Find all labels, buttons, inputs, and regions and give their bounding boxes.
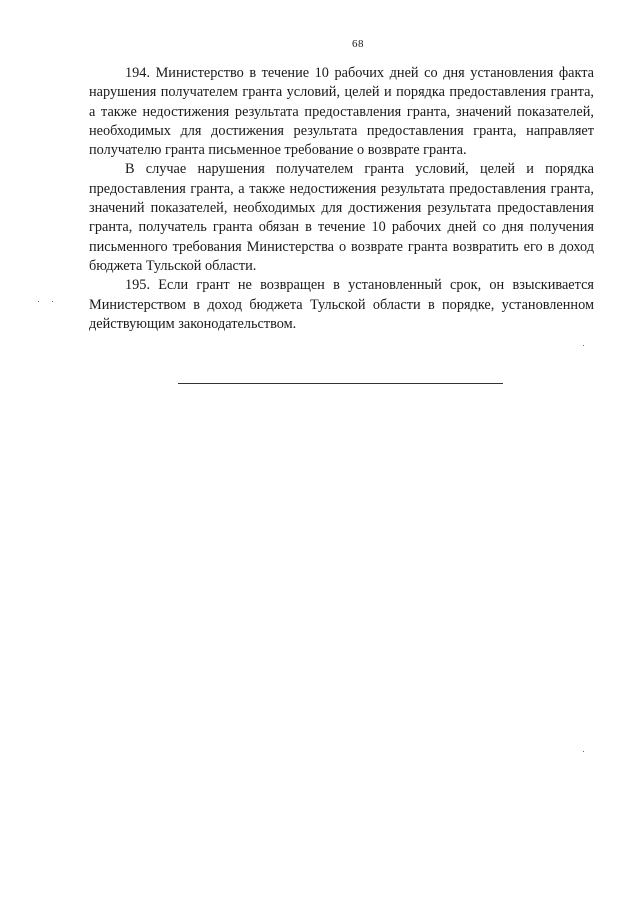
scan-speck: [583, 345, 584, 346]
page-number: 68: [352, 38, 364, 50]
scan-speck: [52, 301, 53, 302]
closing-divider-line: [178, 383, 503, 384]
document-body: [89, 64, 594, 334]
paragraph-195: 195. Если грант не возвращен в установленный срок, он взыскивается Министерством в доход бюджета Тульской области в порядке, установленном действующим законодательством.: [89, 277, 594, 332]
scan-speck: [583, 751, 584, 752]
paragraph-194: 194. Министерство в течение 10 рабочих дней со дня установления факта нарушения получателем гранта условий, целей и порядка предоставления гранта, а также недостижения результата предоставления гранта, значений показателей, необходимых для достижения результата предоставления гранта, направляет получателю гранта письменное требование о возврате гранта.: [89, 65, 594, 159]
paragraph-grant-return: В случае нарушения получателем гранта условий, целей и порядка предоставления гранта, а также недостижения результата предоставления гранта, значений показателей, необходимых для достижения результата предоставления гранта, получатель гранта обязан в течение 10 рабочих дней со дня получения письменного требования Министерства о возврате гранта возвратить его в доход бюджета Тульской области.: [89, 161, 594, 274]
scan-speck: [38, 301, 39, 302]
